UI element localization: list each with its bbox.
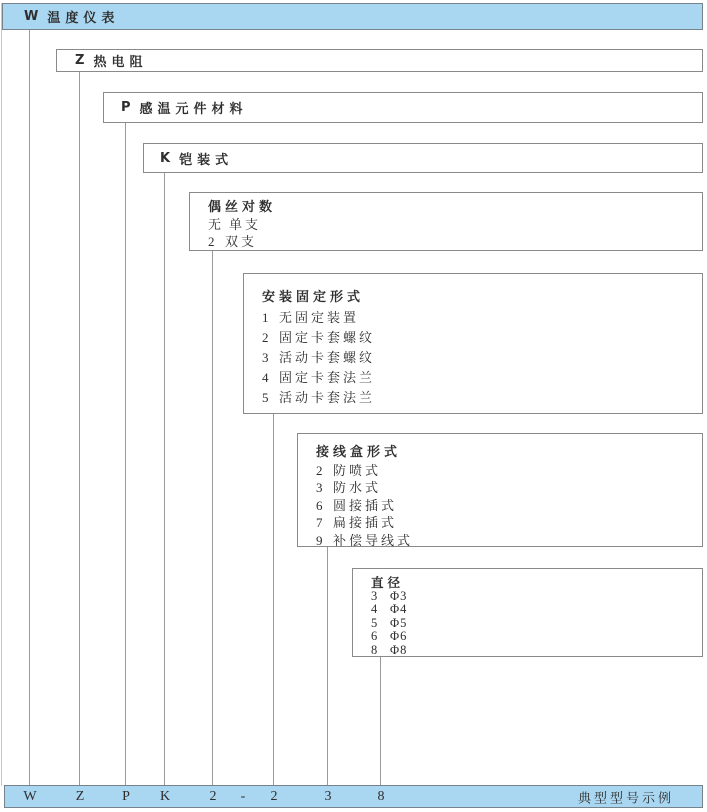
option-code: 3 <box>316 480 323 495</box>
level-code: K <box>160 150 171 166</box>
example-code-cell: P <box>122 788 130 804</box>
connector-line-p <box>125 123 126 785</box>
level-label: 感温元件材料 <box>139 102 248 117</box>
example-code-cell: - <box>240 788 246 804</box>
example-code-cell: 2 <box>270 788 278 804</box>
example-code-cell: K <box>159 788 171 804</box>
option-label: 防喷式 <box>333 462 382 478</box>
left-page-rule <box>1 3 2 786</box>
option-row <box>262 388 702 408</box>
level-code: W <box>24 9 39 24</box>
connector-line-z <box>79 72 80 785</box>
option-label: Φ6 <box>390 629 408 643</box>
option-code: 3 <box>371 588 378 603</box>
option-code: 4 <box>371 602 378 616</box>
connector-line-wire-pairs <box>212 251 213 785</box>
level-label: 铠装式 <box>179 152 234 168</box>
option-code: 7 <box>316 515 323 530</box>
option-code: 5 <box>371 615 378 630</box>
option-label: 扁接插式 <box>333 515 398 530</box>
option-code: 3 <box>262 350 269 365</box>
example-code-cell: Z <box>75 788 85 804</box>
option-label: 圆接插式 <box>333 497 398 513</box>
option-row <box>316 479 702 497</box>
option-label: 活动卡套螺纹 <box>279 350 376 365</box>
option-box-mounting-form <box>243 273 703 414</box>
option-label: 固定卡套法兰 <box>279 370 376 385</box>
option-box-title: 安装固定形式 <box>262 290 365 305</box>
option-label: Φ5 <box>390 615 408 630</box>
option-label: Φ4 <box>390 602 408 616</box>
connector-line-diameter <box>380 657 381 785</box>
option-label: 防水式 <box>333 480 382 495</box>
option-label: Φ3 <box>390 588 408 603</box>
level-bar-sensing-element-material <box>103 92 703 123</box>
option-code: 8 <box>371 642 378 657</box>
option-box-junction-box-form <box>297 433 703 547</box>
option-label: Φ8 <box>390 642 408 657</box>
option-code: 5 <box>262 390 269 405</box>
connector-line-k <box>164 173 165 785</box>
option-row <box>371 590 702 604</box>
option-code: 2 <box>316 462 323 478</box>
example-code-cell: 8 <box>377 788 385 804</box>
option-code: 无 <box>208 217 222 232</box>
example-code-cell: 3 <box>324 788 332 804</box>
option-box-title: 偶丝对数 <box>208 200 277 215</box>
option-code: 6 <box>316 497 323 513</box>
option-code: 6 <box>371 629 378 643</box>
option-row <box>316 532 702 550</box>
option-row <box>316 514 702 532</box>
option-row <box>262 328 702 348</box>
option-code: 2 <box>262 330 269 345</box>
level-bar-armored-type <box>143 143 703 173</box>
option-label: 无固定装置 <box>279 310 360 325</box>
connector-line-junction-box <box>327 547 328 785</box>
option-row <box>371 603 702 617</box>
option-row <box>371 630 702 644</box>
option-row <box>262 308 702 328</box>
option-code: 1 <box>262 310 269 325</box>
option-label: 固定卡套螺纹 <box>279 330 376 345</box>
option-row <box>208 233 702 250</box>
option-label: 活动卡套法兰 <box>279 390 376 405</box>
connector-line-mounting-form <box>273 414 274 785</box>
option-box-wire-pairs <box>189 192 703 251</box>
option-box-title: 直径 <box>371 575 405 590</box>
option-row <box>262 348 702 368</box>
connector-line-w <box>29 30 30 785</box>
level-bar-thermal-resistance <box>56 49 703 72</box>
option-label: 单支 <box>229 217 262 232</box>
option-label: 补偿导线式 <box>333 532 414 548</box>
level-label: 温度仪表 <box>47 11 120 26</box>
option-row <box>371 644 702 658</box>
example-code-cell: W <box>23 788 37 804</box>
option-box-title: 接线盒形式 <box>316 445 402 460</box>
example-code-cell: 2 <box>209 788 217 804</box>
example-caption: 典型型号示例 <box>577 790 674 805</box>
level-code: P <box>121 100 131 115</box>
option-row <box>262 368 702 388</box>
option-code: 4 <box>262 370 269 385</box>
option-code: 9 <box>316 532 323 548</box>
level-label: 热电阻 <box>93 55 148 70</box>
example-model-bar <box>4 785 703 808</box>
option-row <box>316 462 702 480</box>
option-row <box>371 617 702 631</box>
option-code: 2 <box>208 234 215 249</box>
option-row <box>316 497 702 515</box>
option-label: 双支 <box>225 234 258 249</box>
level-bar-temperature-instrument <box>2 3 703 30</box>
level-code: Z <box>75 53 85 68</box>
option-row <box>208 216 702 233</box>
option-box-diameter <box>352 568 703 657</box>
